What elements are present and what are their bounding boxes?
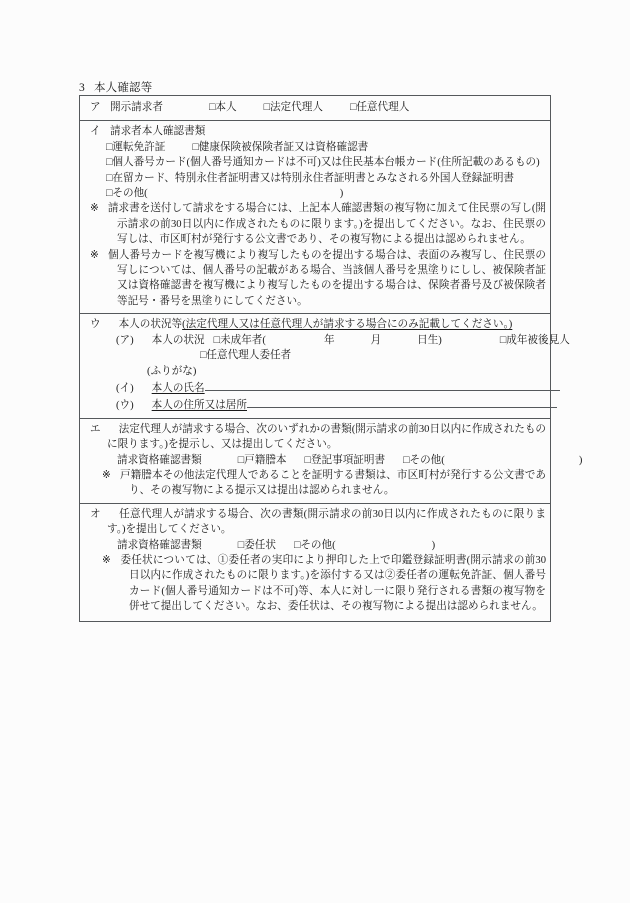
row-e-doc-label: 請求資格確認書類 xyxy=(117,454,202,466)
checkbox-other-document[interactable]: □その他( xyxy=(106,188,148,200)
row-u-i-name xyxy=(84,379,546,396)
row-a-label: ア xyxy=(90,102,101,113)
row-o-opt2-close: ) xyxy=(431,539,436,551)
checkbox-minor[interactable]: □未成年者( xyxy=(213,334,266,346)
row-i-item-2-wrap xyxy=(84,155,546,170)
row-e-label: エ xyxy=(90,423,101,435)
row-o-doc-label: 請求資格確認書類 xyxy=(117,539,202,551)
section-title: 本人確認等 xyxy=(93,82,153,94)
row-u-i-title: 本人の氏名 xyxy=(151,382,205,394)
row-i-heading xyxy=(84,124,546,139)
row-i-note-2-text: 個人番号カードを複写機により複写したものを提出する場合は、表面のみ複写し、住民票の写しについては、個人番号の記載がある場合、当該個人番号を黒塗りにしし、被保険者証又は資格確認書を複写機により複写したものを提出する場合は、保険者番号及び被保険者等記号・番号を黒塗りにしてください。 xyxy=(107,249,546,307)
row-o-intro xyxy=(84,507,546,538)
checkbox-drivers-license[interactable]: □運転免許証 xyxy=(106,141,166,153)
row-u-principal-status xyxy=(80,314,570,418)
row-i-label: イ xyxy=(90,126,101,138)
row-u-heading xyxy=(84,317,546,332)
row-u-a-status xyxy=(84,333,570,348)
checkbox-mynumber-card[interactable]: □個人番号カード(個人番号通知カードは不可)又は住民基本台帳カード(住所記載のあるもの) xyxy=(106,157,540,169)
row-a-title: 開示請求者 xyxy=(110,102,163,113)
row-i-item-1 xyxy=(84,140,546,155)
row-o-options xyxy=(84,538,546,553)
row-i-item-3 xyxy=(84,171,546,186)
row-u-a-title: 本人の状況 xyxy=(151,334,205,346)
checkbox-voluntary-representative[interactable]: □任意代理人 xyxy=(349,102,410,113)
checkbox-health-insurance-card[interactable]: □健康保険被保険者証又は資格確認書 xyxy=(192,141,369,153)
row-i-identity-documents xyxy=(80,121,550,314)
row-u-label: ウ xyxy=(90,319,101,331)
row-e-options xyxy=(84,453,583,468)
row-u-a-status-2 xyxy=(84,348,546,363)
row-i-item-4 xyxy=(84,186,546,201)
principal-name-input[interactable] xyxy=(205,379,560,391)
row-a-line xyxy=(84,100,546,115)
row-u-u-title: 本人の住所又は居所 xyxy=(151,400,247,412)
row-e-legal-representative xyxy=(80,419,583,504)
row-e-note xyxy=(84,468,546,499)
page-title xyxy=(79,79,152,95)
row-e-note-text: 戸籍謄本その他法定代理人であることを証明する書類は、市区町村が発行する公文書であり、その複写物による提示又は提出は認められません。 xyxy=(119,469,546,497)
checkbox-adult-ward[interactable]: □成年被後見人 xyxy=(499,334,570,346)
row-i-note-1 xyxy=(84,201,546,247)
checkbox-self[interactable]: □本人 xyxy=(208,102,237,113)
row-e-opt3-close: ) xyxy=(578,454,583,466)
row-o-voluntary-representative xyxy=(80,504,550,621)
row-i-item-4-close: ) xyxy=(339,188,344,200)
row-u-title: 本人の状況等 xyxy=(118,319,183,331)
minor-birth-year[interactable]: 年 xyxy=(323,334,335,346)
identity-verification-table xyxy=(79,95,583,622)
checkbox-other-legal-doc[interactable]: □その他( xyxy=(403,454,445,466)
row-e-intro-text: 法定代理人が請求する場合、次のいずれかの書類(開示請求の前30日以内に作成されたものに限ります。)を提示し、又は提出してください。 xyxy=(107,423,547,451)
checkbox-power-of-attorney[interactable]: □委任状 xyxy=(237,539,276,551)
checkbox-residence-card[interactable]: □在留カード、特別永住者証明書又は特別永住者証明書とみなされる外国人登録証明書 xyxy=(106,172,515,184)
note-mark-icon: ※ xyxy=(90,203,99,215)
row-u-u-address xyxy=(84,396,546,413)
minor-birth-month[interactable]: 月 xyxy=(370,334,382,346)
checkbox-voluntary-delegator[interactable]: □任意代理人委任者 xyxy=(200,350,292,362)
row-u-u-label: (ウ) xyxy=(116,400,134,412)
row-o-note-text: 委任状については、①委任者の実印により押印した上で印鑑登録証明書(開示請求の前30日以内に作成されたものに限ります。)を添付する又は②委任者の運転免許証、個人番号カード(個人番号通知カードは不可)等、本人に対し一に限り発行される書類の複写物を併せて提出してください。なお、委任状は、その複写物による提出は認められません。 xyxy=(120,554,546,613)
section-number: 3 xyxy=(79,82,85,94)
row-a-applicant-type xyxy=(80,96,550,121)
checkbox-registration-certificate[interactable]: □登記事項証明書 xyxy=(304,454,386,466)
principal-address-input[interactable] xyxy=(247,396,557,408)
note-mark-icon: ※ xyxy=(102,554,112,566)
row-o-intro-text: 任意代理人が請求する場合、次の書類(開示請求の前30日以内に作成されたものに限ります。)を提出してください。 xyxy=(107,508,546,536)
note-mark-icon: ※ xyxy=(90,249,99,261)
checkbox-other-voluntary-doc[interactable]: □その他( xyxy=(293,539,336,551)
row-i-title: 請求者本人確認書類 xyxy=(110,126,206,138)
row-i-note-2 xyxy=(84,248,546,310)
minor-birth-day[interactable]: 日生) xyxy=(417,334,442,346)
row-u-i-label: (イ) xyxy=(116,382,134,394)
row-u-a-label: (ア) xyxy=(116,334,134,346)
checkbox-legal-representative[interactable]: □法定代理人 xyxy=(263,102,323,113)
row-o-label: オ xyxy=(90,508,101,520)
row-e-intro xyxy=(84,422,546,453)
note-mark-icon: ※ xyxy=(102,469,111,481)
checkbox-family-register[interactable]: □戸籍謄本 xyxy=(237,454,287,466)
row-i-note-1-text: 請求書を送付して請求をする場合には、上記本人確認書類の複写物に加えて住民票の写し(開示請求の前30日以内に作成されたものに限ります。)を提出してください。なお、住民票の写しは、市区町村が発行する公文書であり、その複写物による提出は認められません。 xyxy=(107,203,546,246)
row-u-furigana-label xyxy=(84,364,546,379)
row-u-title-note: (法定代理人又は任意代理人が請求する場合にのみ記載してください。) xyxy=(182,319,513,331)
furigana-text: (ふりがな) xyxy=(147,365,197,377)
row-o-note xyxy=(84,553,546,615)
